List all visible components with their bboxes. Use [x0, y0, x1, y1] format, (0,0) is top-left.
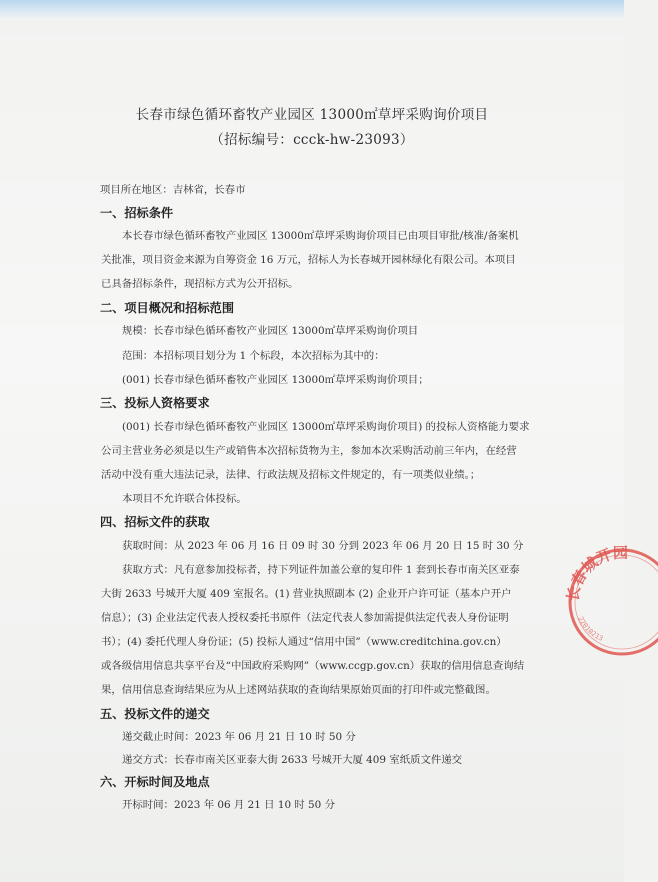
section-1-line: 已具备招标条件，现招标方式为公开招标。 [101, 278, 299, 290]
section-3-line: 公司主营业务必须是以生产或销售本次招标货物为主，参加本次采购活动前三年内，在经营 [101, 445, 517, 457]
section-5-line: 递交方式：长春市南关区亚泰大街 2633 号城开大厦 409 室纸质文件递交 [122, 754, 463, 766]
section-heading-1: 一、招标条件 [100, 206, 174, 220]
section-2-line: 范围：本招标项目划分为 1 个标段，本次招标为其中的： [122, 350, 385, 362]
section-heading-3: 三、投标人资格要求 [100, 396, 210, 410]
section-3-line: (001) 长春市绿色循环畜牧产业园区 13000㎡草坪采购询价项目) 的投标人资格能力要求 [122, 421, 530, 433]
document-title: 长春市绿色循环畜牧产业园区 13000㎡草坪采购询价项目 [135, 107, 489, 123]
section-3-line: 活动中没有重大违法记录，法律、行政法规及招标文件规定的，有一项类似业绩。； [101, 469, 481, 481]
section-5-line: 递交截止时间：2023 年 06 月 21 日 10 时 50 分 [122, 731, 356, 743]
section-4-line: 大街 2633 号城开大厦 409 室报名。(1) 营业执照副本 (2) 企业开户许可证（基本户开户 [101, 588, 512, 600]
company-seal [548, 540, 658, 660]
section-heading-4: 四、招标文件的获取 [100, 515, 210, 529]
section-2-line: 规模：长春市绿色循环畜牧产业园区 13000㎡草坪采购询价项目 [122, 325, 419, 337]
section-1-line: 关批准，项目资金来源为自筹资金 16 万元，招标人为长春城开园林绿化有限公司。本项目 [101, 254, 516, 266]
project-location: 项目所在地区：吉林省，长春市 [100, 184, 246, 196]
seal-text: 长春城开园 [563, 543, 629, 603]
section-1-line: 本长春市绿色循环畜牧产业园区 13000㎡草坪采购询价项目已由项目审批/核准/备案机 [122, 230, 519, 242]
section-6-line: 开标时间：2023 年 06 月 21 日 10 时 50 分 [122, 799, 335, 811]
section-4-line: 果，信用信息查询结果应为从上述网站获取的查询结果原始页面的打印件或完整截图。 [101, 684, 496, 696]
seal-code: 22010213 [576, 615, 605, 643]
section-4-line: 信息）；(3) 企业法定代表人授权委托书原件（法定代表人参加需提供法定代表人身份证明 [101, 612, 509, 624]
section-heading-6: 六、开标时间及地点 [100, 775, 210, 789]
section-3-line: 本项目不允许联合体投标。 [122, 493, 247, 505]
section-4-line: 获取方式：凡有意参加投标者，持下列证件加盖公章的复印件 1 套到长春市南关区亚泰 [122, 564, 520, 576]
section-heading-5: 五、投标文件的递交 [100, 707, 210, 721]
section-4-line: 或各级信用信息共享平台及“中国政府采购网”（www.ccgp.gov.cn）获取的信用信息查询结 [101, 660, 525, 672]
section-2-line: (001) 长春市绿色循环畜牧产业园区 13000㎡草坪采购询价项目； [122, 374, 429, 386]
section-heading-2: 二、项目概况和招标范围 [100, 301, 235, 315]
section-4-line: 获取时间：从 2023 年 06 月 16 日 09 时 30 分到 2023 年 06 月 20 日 15 时 30 分 [122, 540, 524, 552]
section-4-line: 书）；(4) 委托代理人身份证；(5) 投标人通过“信用中国”（www.creditchina.gov.cn） [101, 636, 507, 648]
tender-number: （招标编号：ccck-hw-23093） [210, 132, 414, 148]
